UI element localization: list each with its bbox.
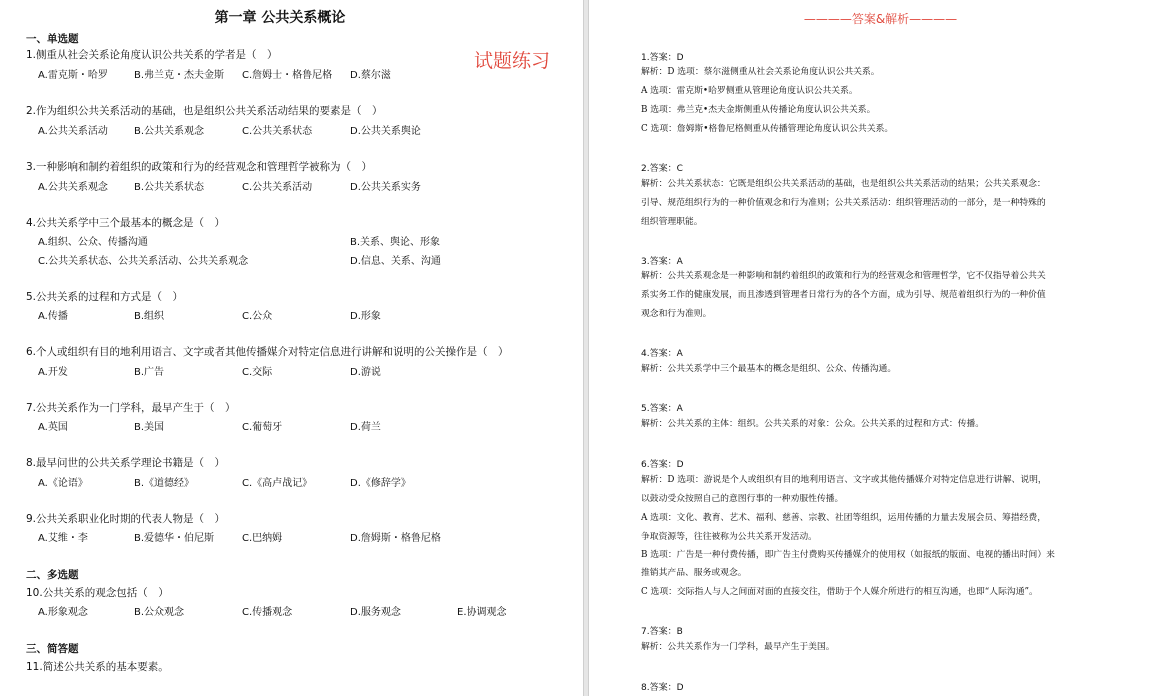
answer-5-label: 5.答案：A <box>641 404 683 414</box>
question-3: 3.一种影响和制约着组织的政策和行为的经营观念和管理哲学被称为（ ） <box>26 161 373 173</box>
answer-line: 解析：公共关系观念是一种影响和制约着组织的政策和行为的经营观念和管理哲学，它不仅指导着公共关 <box>641 271 1046 281</box>
option: D.《修辞学》 <box>350 478 411 489</box>
option: C.公共关系活动 <box>242 182 313 193</box>
answer-2-label: 2.答案：C <box>641 164 683 174</box>
answer-line: 解析：公共关系学中三个最基本的概念是组织、公众、传播沟通。 <box>641 364 897 374</box>
option: B.公众观念 <box>134 607 185 618</box>
answer-line: 以鼓动受众按照自己的意图行事的一种劝服性传播。 <box>641 494 844 504</box>
section-short-answer: 三、简答题 <box>26 643 79 655</box>
option: B.美国 <box>134 422 165 433</box>
answer-8-label: 8.答案：D <box>641 683 684 693</box>
option: B.《道德经》 <box>134 478 195 489</box>
answer-1-label: 1.答案：D <box>641 53 684 63</box>
option: D.公共关系舆论 <box>350 126 421 137</box>
option: B.爱德华・伯尼斯 <box>134 533 215 544</box>
option: C.公共关系状态 <box>242 126 313 137</box>
answer-line: 推销其产品、服务或观念。 <box>641 568 747 578</box>
answer-4-label: 4.答案：A <box>641 349 683 359</box>
option: E.协调观念 <box>457 607 507 618</box>
option: C.公共关系状态、公共关系活动、公共关系观念 <box>38 256 249 267</box>
answer-7-label: 7.答案：B <box>641 627 683 637</box>
option: A.雷克斯・哈罗 <box>38 70 108 81</box>
question-8: 8.最早问世的公共关系学理论书籍是（ ） <box>26 457 226 469</box>
option: C.传播观念 <box>242 607 293 618</box>
option: C.交际 <box>242 367 273 378</box>
option: D.蔡尔滋 <box>350 70 391 81</box>
option: B.组织 <box>134 311 165 322</box>
answer-line: 引导、规范组织行为的一种价值观念和行为准则；公共关系活动：组织管理活动的一部分，是一种特殊的 <box>641 198 1046 208</box>
answer-line: A 选项：雷克斯•哈罗侧重从管理论角度认识公共关系。 <box>641 86 858 96</box>
option: D.詹姆斯・格鲁尼格 <box>350 533 441 544</box>
option: A.公共关系活动 <box>38 126 108 137</box>
answer-line: C 选项：詹姆斯•格鲁尼格侧重从传播管理论角度认识公共关系。 <box>641 124 894 134</box>
answer-line: 解析：D 选项：游说是个人或组织有目的地利用语言、文字或其他传播媒介对特定信息进行讲解、说明， <box>641 475 1047 485</box>
option: C.《高卢战记》 <box>242 478 313 489</box>
section-multi-choice: 二、多选题 <box>26 569 79 581</box>
option: D.信息、关系、沟通 <box>350 256 441 267</box>
option: C.公众 <box>242 311 273 322</box>
chapter-title: 第一章 公共关系概论 <box>214 10 346 26</box>
exercise-stamp: 试题练习 <box>474 50 551 72</box>
option: D.公共关系实务 <box>350 182 421 193</box>
option: D.形象 <box>350 311 381 322</box>
answer-line: A 选项：文化、教育、艺术、福利、慈善、宗教、社团等组织，运用传播的力量去发展会员、筹措经费， <box>641 513 1047 523</box>
answer-line: 系实务工作的健康发展，而且渗透到管理者日常行为的各个方面，成为引导、规范着组织行为的一种价值 <box>641 290 1046 300</box>
option: A.公共关系观念 <box>38 182 108 193</box>
option: A.艾维・李 <box>38 533 88 544</box>
option: A.《论语》 <box>38 478 88 489</box>
option: A.英国 <box>38 422 68 433</box>
option: D.荷兰 <box>350 422 381 433</box>
option: D.服务观念 <box>350 607 401 618</box>
answer-line: B 选项：广告是一种付费传播，即广告主付费购买传播媒介的使用权（如报纸的版面、电视的播出时间）来 <box>641 550 1055 560</box>
answer-header: ————答案&解析———— <box>803 12 958 26</box>
question-5: 5.公共关系的过程和方式是（ ） <box>26 291 184 303</box>
question-2: 2.作为组织公共关系活动的基础，也是组织公共关系活动结果的要素是（ ） <box>26 105 383 117</box>
option: C.葡萄牙 <box>242 422 283 433</box>
question-4: 4.公共关系学中三个最基本的概念是（ ） <box>26 217 226 229</box>
answer-line: 争取资源等，往往被称为公共关系开发活动。 <box>641 532 817 542</box>
answer-line: 观念和行为准则。 <box>641 309 712 319</box>
question-7: 7.公共关系作为一门学科，最早产生于（ ） <box>26 402 236 414</box>
answer-line: C 选项：交际指人与人之间面对面的直接交往，借助于个人媒介所进行的相互沟通，也即“人际沟通”。 <box>641 587 1038 597</box>
option: C.巴纳姆 <box>242 533 283 544</box>
option: A.形象观念 <box>38 607 88 618</box>
answer-line: 解析：公共关系作为一门学科，最早产生于美国。 <box>641 642 835 652</box>
answer-6-label: 6.答案：D <box>641 460 684 470</box>
answer-line: 组织管理职能。 <box>641 217 703 227</box>
option: A.组织、公众、传播沟通 <box>38 237 148 248</box>
option: B.公共关系状态 <box>134 182 205 193</box>
answer-line: B 选项：弗兰克•杰夫金斯侧重从传播论角度认识公共关系。 <box>641 105 876 115</box>
question-9: 9.公共关系职业化时期的代表人物是（ ） <box>26 513 226 525</box>
question-10: 10.公共关系的观念包括（ ） <box>26 587 169 599</box>
question-11: 11.简述公共关系的基本要素。 <box>26 661 169 673</box>
option: A.传播 <box>38 311 68 322</box>
answer-line: 解析：D 选项：蔡尔滋侧重从社会关系论角度认识公共关系。 <box>641 67 880 77</box>
option: B.弗兰克・杰夫金斯 <box>134 70 225 81</box>
question-page <box>0 0 583 696</box>
question-6: 6.个人或组织有目的地利用语言、文字或者其他传播媒介对特定信息进行讲解和说明的公关操作是（ ） <box>26 346 509 358</box>
option: B.关系、舆论、形象 <box>350 237 441 248</box>
answer-3-label: 3.答案：A <box>641 257 683 267</box>
option: A.开发 <box>38 367 68 378</box>
answer-page <box>589 0 1172 696</box>
section-single-choice: 一、单选题 <box>26 33 79 45</box>
answer-line: 解析：公共关系状态：它既是组织公共关系活动的基础，也是组织公共关系活动的结果；公共关系观念： <box>641 179 1046 189</box>
question-1: 1.侧重从社会关系论角度认识公共关系的学者是（ ） <box>26 49 278 61</box>
option: B.广告 <box>134 367 165 378</box>
option: B.公共关系观念 <box>134 126 205 137</box>
option: C.詹姆士・格鲁尼格 <box>242 70 333 81</box>
option: D.游说 <box>350 367 381 378</box>
answer-line: 解析：公共关系的主体：组织。公共关系的对象：公众。公共关系的过程和方式：传播。 <box>641 419 985 429</box>
